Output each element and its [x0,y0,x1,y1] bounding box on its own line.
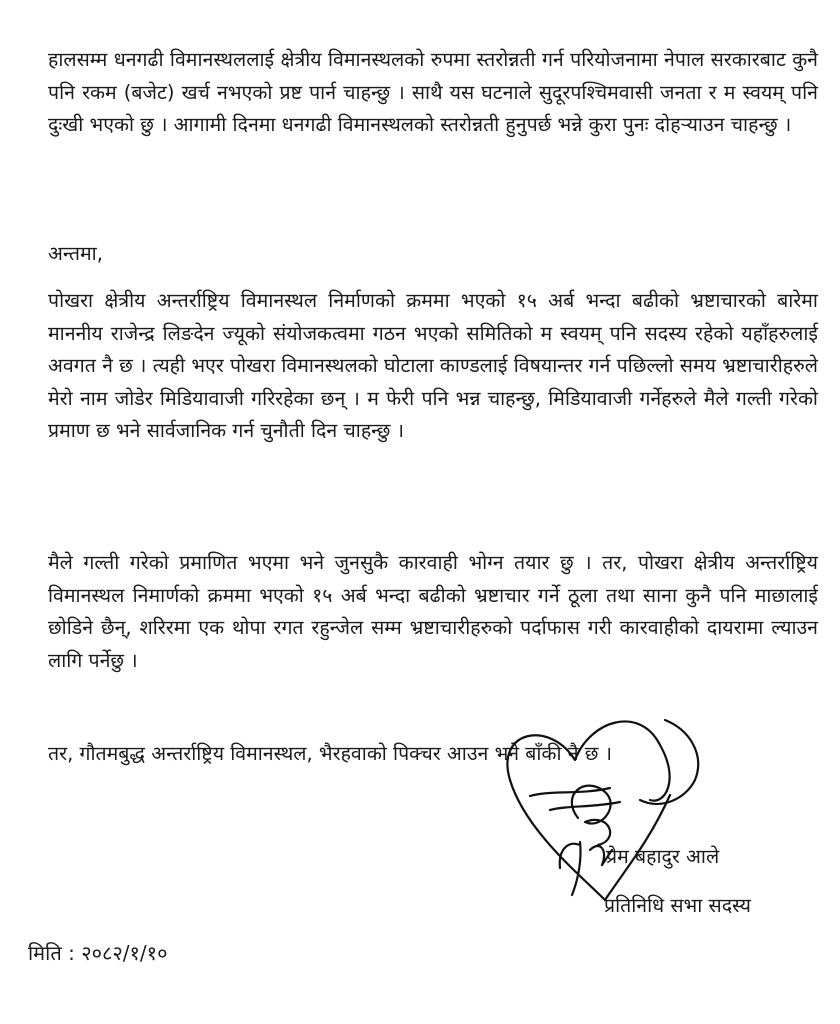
paragraph-finally: अन्तमा, [48,242,103,265]
signatory-title: प्रतिनिधि सभा सदस्य [604,894,751,917]
date-line [28,937,167,969]
date-label: मिति : [28,941,75,965]
paragraph-pokhara-corruption-committee: पोखरा क्षेत्रीय अन्तर्राष्ट्रिय विमानस्थल निर्माणको क्रममा भएको १५ अर्ब भन्दा बढीको भ्रष्टाचारको बारेमा माननीय राजेन्द्र लिङदेन ज्यूको संयोजकत्वमा गठन भएको समितिको म स्वयम् पनि सदस्य रहेको यहाँहरुलाई अवगत नै छ । त्यही भएर पोखरा विमानस्थलको घोटाला काण्डलाई विषयान्तर गर्न पछिल्लो समय भ्रष्टाचारीहरुले मेरो नाम जोडेर मिडियावाजी गरिरहेका छन् । म फेरी पनि भन्न चाहन्छु, मिडियावाजी गर्नेहरुले मैले गल्ती गरेको प्रमाण छ भने सार्वजानिक गर्न चुनौती दिन चाहन्छु । [48,289,818,442]
paragraph-ready-for-action: मैले गल्ती गरेको प्रमाणित भएमा भने जुनसुकै कारवाही भोग्न तयार छु । तर, पोखरा क्षेत्रीय अन्तर्राष्ट्रिय विमानस्थल निमार्णको क्रममा भएको १५ अर्ब भन्दा बढीको भ्रष्टाचार गर्ने ठूला तथा साना कुनै पनि माछालाई छोडिने छैन्, शरिरमा एक थोपा रगत रहुन्जेल सम्म भ्रष्टाचारीहरुको पर्दाफास गरी कारवाहीको दायरामा ल्याउन लागि पर्नेछु । [48,551,818,672]
paragraph-dhangadhi-airport: हालसम्म धनगढी विमानस्थललाई क्षेत्रीय विमानस्थलको रुपमा स्तरोन्नती गर्न परियोजनामा नेपाल सरकारबाट कुनै पनि रकम (बजेट) खर्च नभएको प्रष्ट पार्न चाहन्छु । साथै यस घटनाले सुदूरपश्चिमवासी जनता र म स्वयम् पनि दुःखी भएको छु । आगामी दिनमा धनगढी विमानस्थलको स्तरोन्नती हुनुपर्छ भन्ने कुरा पुनः दोहऱ्याउन चाहन्छु । [48,48,818,136]
paragraph-bhairahawa-airport: तर, गौतमबुद्ध अन्तर्राष्ट्रिय विमानस्थल, भैरहवाको पिक्चर आउन भने बाँकी नै छ । [48,742,612,765]
date-value: २०८२/१/१० [81,941,168,965]
signatory-name: प्रेम बहादुर आले [606,845,720,868]
